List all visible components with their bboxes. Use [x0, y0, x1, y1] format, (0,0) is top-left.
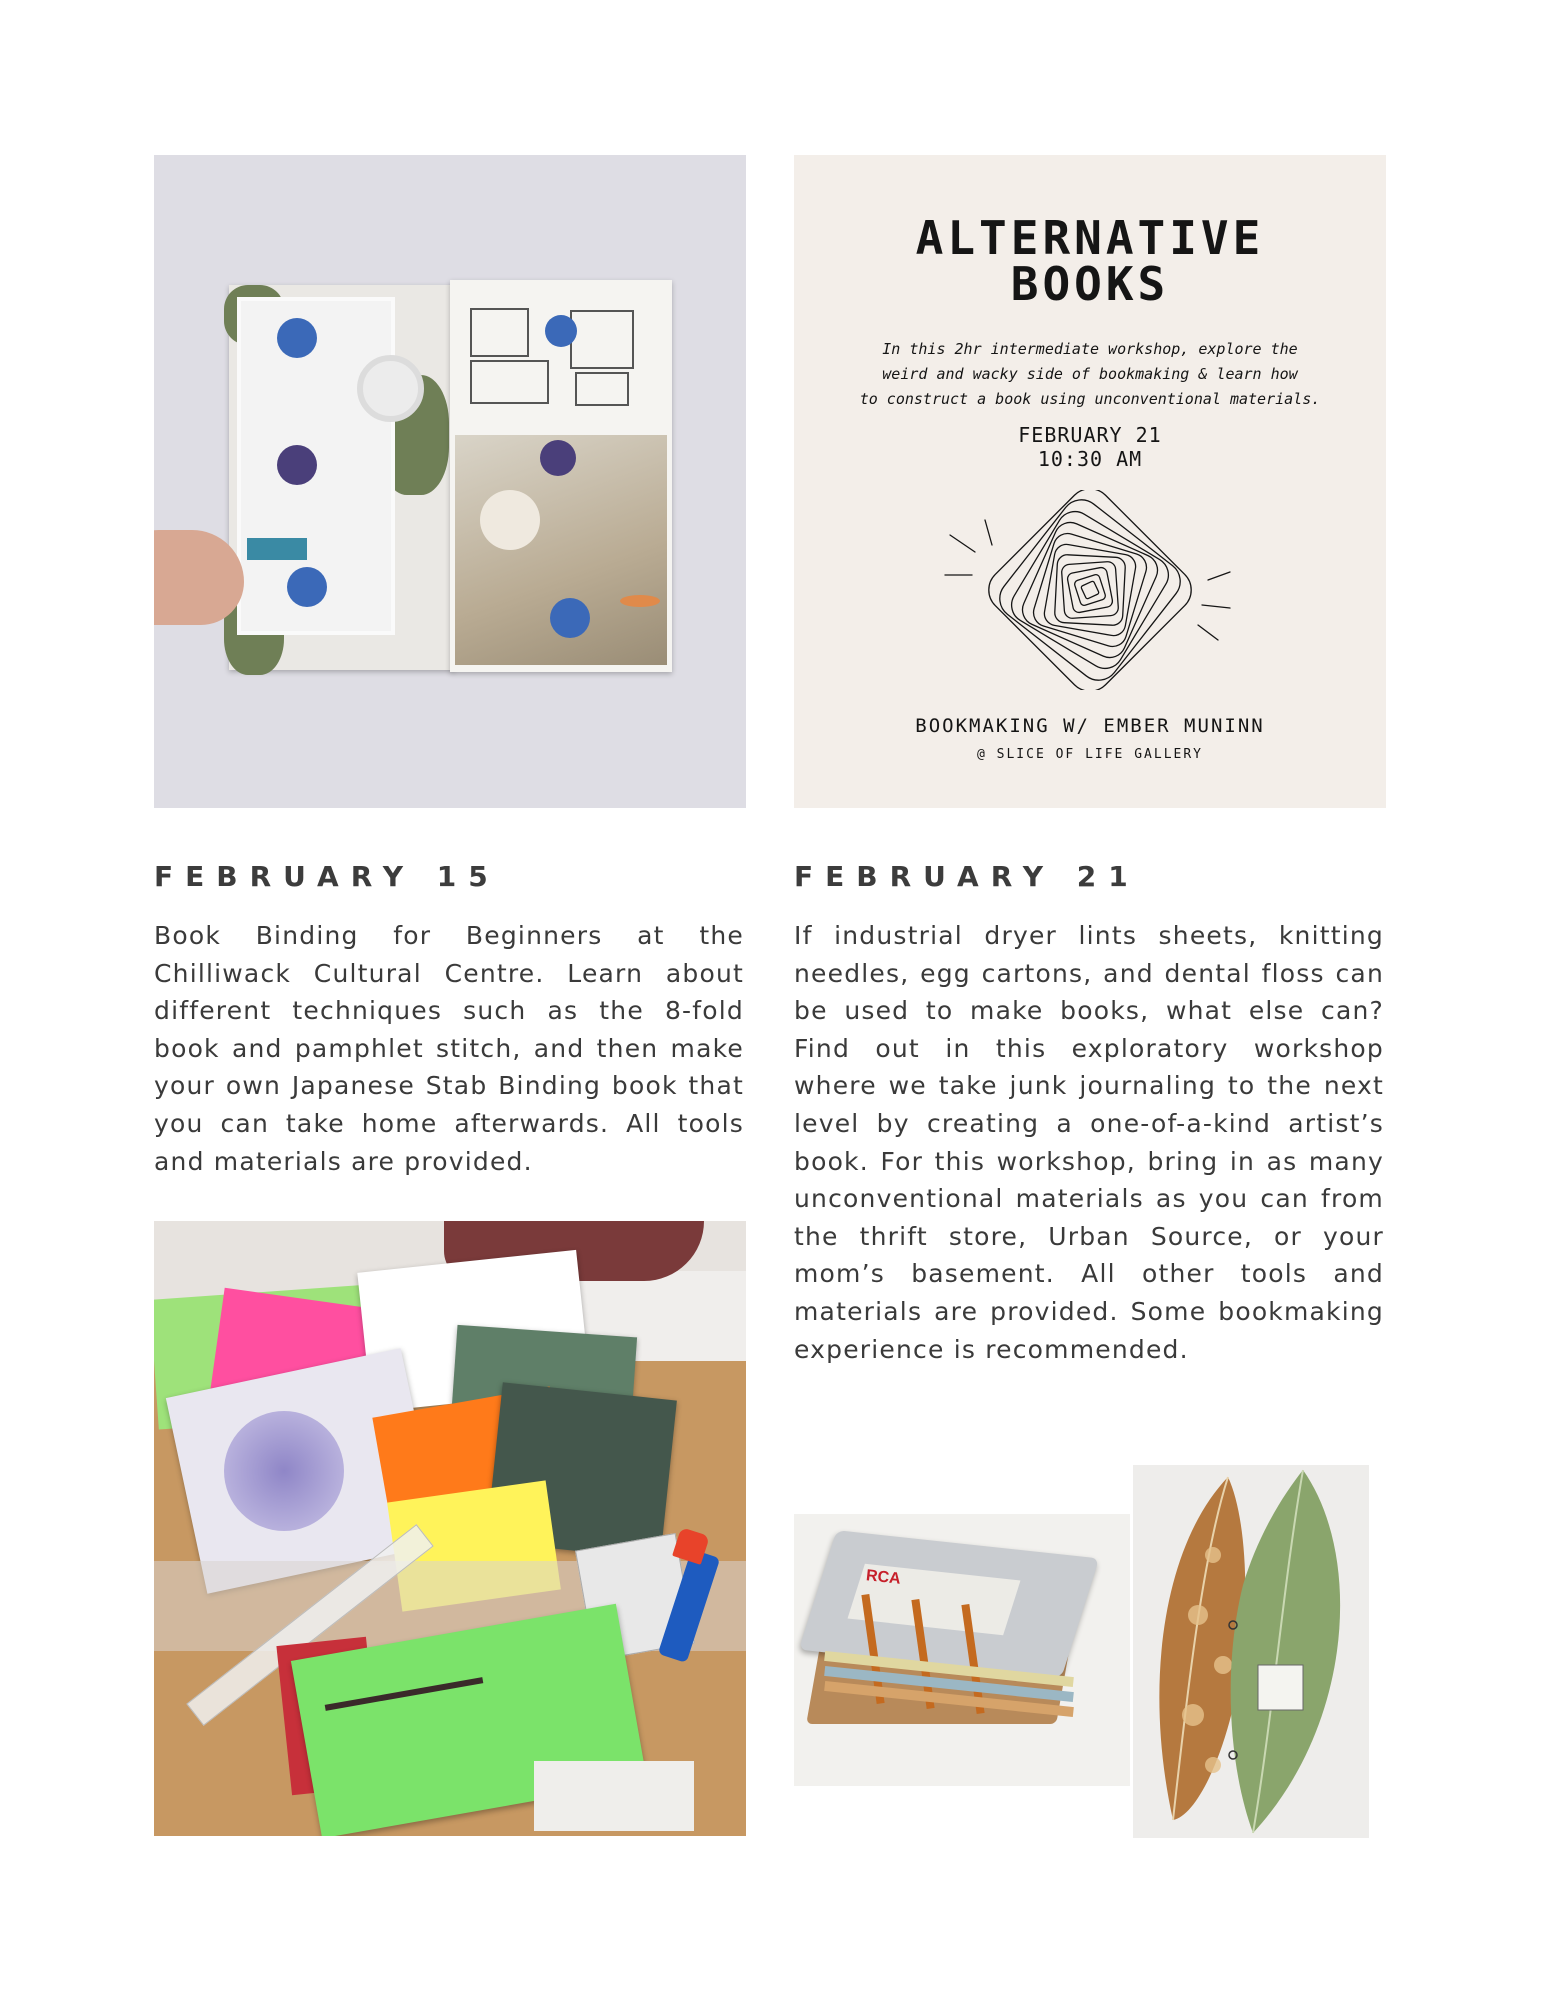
cassette-label: RCA [865, 1567, 902, 1588]
photo-leaf-books [1133, 1465, 1369, 1838]
poster-time: 10:30 AM [1037, 447, 1143, 471]
workshop-poster [794, 155, 1386, 808]
photo-cassette-book [794, 1514, 1130, 1786]
leaf-illustration [1133, 1465, 1369, 1838]
poster-date: FEBRUARY 21 [1018, 423, 1162, 447]
magazine-right-page [450, 280, 672, 672]
photo-open-magazine [154, 155, 746, 808]
poster-title: ALTERNATIVE BOOKS [915, 211, 1265, 311]
date-heading-feb15: FEBRUARY 15 [154, 860, 500, 893]
poster-host: BOOKMAKING W/ EMBER MUNINN [915, 715, 1265, 737]
date-heading-feb21: FEBRUARY 21 [794, 860, 1140, 893]
description-feb15: Book Binding for Beginners at the Chilliwack Cultural Centre. Learn about different techniques such as the 8-fold book and pamphlet stitch, and then make your own Japanese Stab Binding book that you can take home afterwards. All tools and materials are provided. [154, 921, 744, 1176]
photo-workshop-table [154, 1221, 746, 1836]
poster-date-time [794, 423, 1386, 471]
poster-description: In this 2hr intermediate workshop, explore the weird and wacky side of bookmaking & learn how to construct a book using unconventional materials. [859, 340, 1321, 408]
description-feb21: If industrial dryer lints sheets, knitting needles, egg cartons, and dental floss can be used to make books, what else can? Find out in this exploratory workshop where we take junk journaling to the next level by creating a one-of-a-kind artist’s book. For this workshop, bring in as many unconventional materials as you can from the thrift store, Urban Source, or your mom’s basement. All other tools and materials are provided. Some bookmaking experience is recommended. [794, 921, 1384, 1364]
poster-venue: @ SLICE OF LIFE GALLERY [976, 747, 1203, 762]
spiral-illustration [940, 490, 1240, 690]
magazine-left-page [229, 285, 454, 670]
